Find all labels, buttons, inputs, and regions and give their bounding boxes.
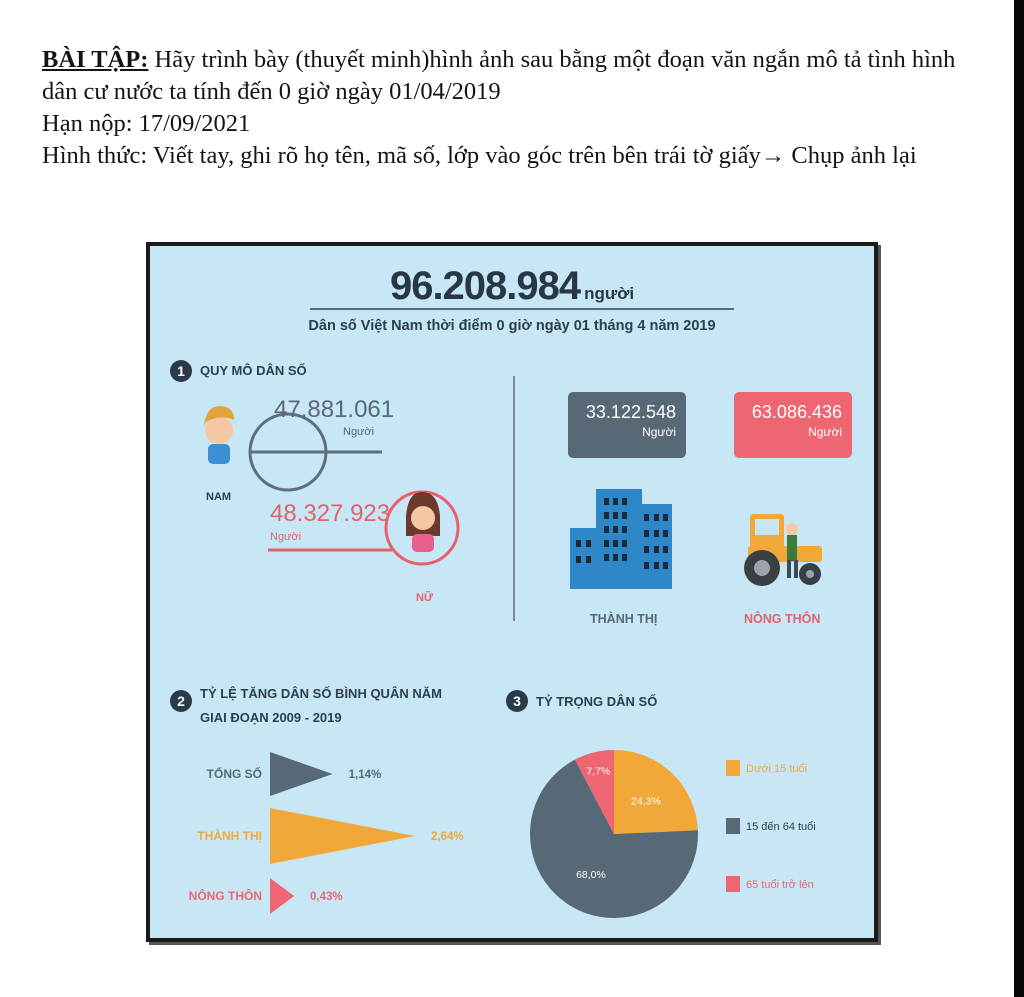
urban-population-unit: Người [642, 425, 676, 439]
female-population-unit: Người [270, 531, 302, 543]
rural-label: NÔNG THÔN [744, 612, 821, 626]
rural-population-box [734, 392, 852, 458]
section-2-title-line1: TỶ LỆ TĂNG DÂN SỐ BÌNH QUÂN NĂM [200, 686, 442, 701]
growth-category-label: TỔNG SỐ [206, 767, 262, 781]
legend-swatch [726, 876, 740, 892]
female-avatar-icon [406, 492, 440, 552]
growth-value-label: 2,64% [431, 831, 464, 843]
legend-label: 65 tuổi trở lên [746, 879, 814, 891]
growth-value-label: 1,14% [348, 769, 382, 781]
male-avatar-icon [204, 406, 234, 464]
growth-bar-2 [270, 808, 415, 864]
female-label: NỮ [416, 592, 434, 604]
exercise-task-paragraph [42, 44, 992, 108]
legend-label: Dưới 15 tuổi [746, 763, 808, 775]
growth-bar-3 [270, 878, 294, 914]
total-population-unit: người [584, 284, 635, 303]
growth-category-label: THÀNH THỊ [197, 829, 262, 843]
exercise-deadline: Hạn nộp: 17/09/2021 [42, 110, 251, 137]
growth-rate-chart [150, 736, 480, 916]
rural-population-value: 63.086.436 [751, 402, 842, 422]
age-structure-pie-chart [530, 726, 870, 926]
page-edge-bar [1014, 0, 1024, 997]
growth-bar-1 [270, 752, 333, 796]
legend-swatch [726, 818, 740, 834]
exercise-text [42, 44, 992, 172]
infographic-subtitle: Dân số Việt Nam thời điểm 0 giờ ngày 01 tháng 4 năm 2019 [308, 318, 716, 334]
section-1-badge: 1 [170, 360, 192, 382]
exercise-label: BÀI TẬP: [42, 46, 149, 73]
legend-label: 15 đến 64 tuổi [746, 821, 816, 833]
urban-population-value: 33.122.548 [585, 402, 676, 422]
male-population-unit: Người [343, 426, 375, 438]
section-1-title: QUY MÔ DÂN SỐ [200, 363, 307, 378]
section-2-title-line2: GIAI ĐOẠN 2009 - 2019 [200, 710, 342, 725]
city-buildings-icon [570, 489, 672, 589]
total-population-value: 96.208.984 [389, 264, 581, 308]
male-label: NAM [206, 491, 232, 503]
male-population-value: 47.881.061 [274, 396, 395, 423]
section-1-divider [513, 376, 515, 621]
pie-value-label: 7,7% [586, 765, 611, 778]
pie-value-label: 68,0% [576, 869, 606, 882]
section-2-badge: 2 [170, 690, 192, 712]
tractor-icon [744, 514, 822, 586]
female-population-value: 48.327.923 [270, 500, 391, 527]
urban-label: THÀNH THỊ [590, 612, 658, 626]
legend-swatch [726, 760, 740, 776]
pie-slice-1 [614, 750, 698, 834]
section-3-badge: 3 [506, 690, 528, 712]
growth-value-label: 0,43% [310, 891, 343, 903]
exercise-format: Hình thức: Viết tay, ghi rõ họ tên, mã số, lớp vào góc trên bên trái tờ giấy→ Chụp ảnh lại [42, 142, 917, 169]
pie-value-label: 24,3% [631, 795, 661, 808]
growth-category-label: NÔNG THÔN [188, 889, 262, 903]
section-3-title: TỶ TRỌNG DÂN SỐ [536, 694, 658, 709]
population-infographic [146, 242, 878, 942]
rural-population-unit: Người [808, 425, 842, 439]
urban-population-box [568, 392, 686, 458]
exercise-task: Hãy trình bày (thuyết minh)hình ảnh sau bằng một đoạn văn ngắn mô tả tình hình dân cư nước ta tính đến 0 giờ ngày 01/04/2019 [42, 46, 956, 105]
